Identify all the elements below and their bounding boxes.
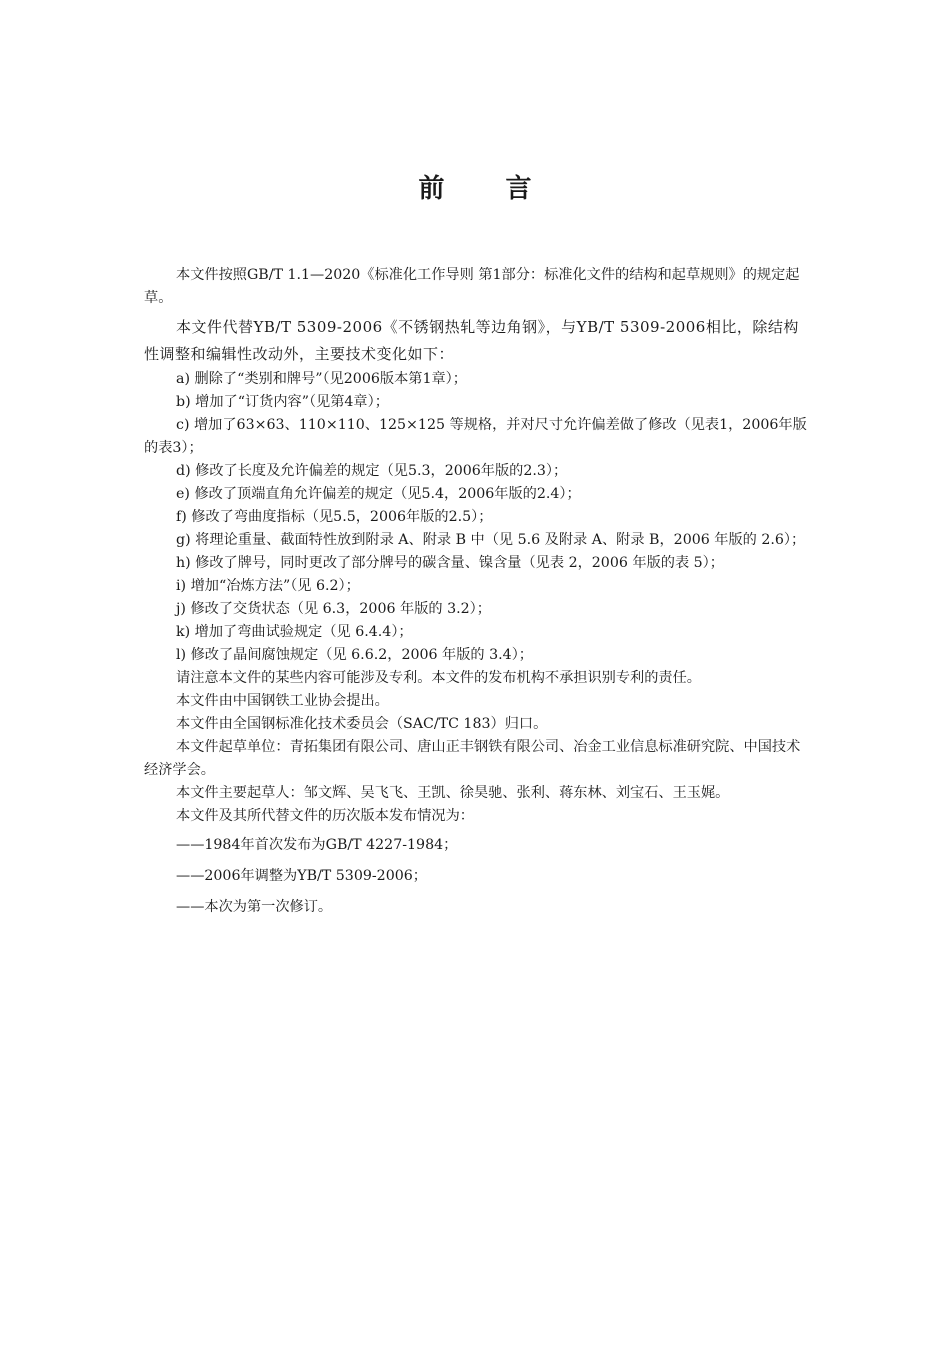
list-item: l) 修改了晶间腐蚀规定（见 6.6.2，2006 年版的 3.4）；: [176, 647, 533, 663]
foreword-body: [144, 264, 808, 921]
list-item: c) 增加了63×63、110×110、125×125 等规格，并对尺寸允许偏差做了修改（见表1，2006年版的表3）；: [144, 417, 807, 456]
paragraph-drafting-units: 本文件起草单位：青拓集团有限公司、唐山正丰钢铁有限公司、冶金工业信息标准研究院、中国技术经济学会。: [144, 739, 801, 778]
page-title: 前 言: [418, 174, 558, 204]
changes-list: [144, 368, 808, 667]
paragraph-drafters: 本文件主要起草人：邹文辉、吴飞飞、王凯、徐昊驰、张利、蒋东林、刘宝石、王玉娓。: [176, 785, 730, 801]
history-list: [144, 832, 808, 921]
list-item: k) 增加了弯曲试验规定（见 6.4.4）；: [176, 624, 413, 640]
list-item: a) 删除了“类别和牌号”（见2006版本第1章）；: [176, 371, 467, 387]
list-item: b) 增加了“订货内容”（见第4章）；: [176, 394, 389, 410]
history-item: ——本次为第一次修订。: [176, 899, 333, 915]
list-item: g) 将理论重量、截面特性放到附录 A、附录 B 中（见 5.6 及附录 A、附录 B，2006 年版的 2.6）；: [176, 532, 806, 548]
list-item: i) 增加“冶炼方法”（见 6.2）；: [176, 578, 360, 594]
paragraph-history-intro: 本文件及其所代替文件的历次版本发布情况为：: [176, 808, 474, 824]
history-item: ——1984年首次发布为GB/T 4227-1984；: [176, 837, 458, 853]
list-item: d) 修改了长度及允许偏差的规定（见5.3，2006年版的2.3）；: [176, 463, 568, 479]
list-item: f) 修改了弯曲度指标（见5.5，2006年版的2.5）；: [176, 509, 493, 525]
paragraph-replacement: 本文件代替YB/T 5309-2006《不锈钢热轧等边角钢》，与YB/T 5309-2006相比，除结构性调整和编辑性改动外，主要技术变化如下：: [144, 318, 799, 363]
paragraph-committee: 本文件由全国钢标准化技术委员会（SAC/TC 183）归口。: [176, 716, 548, 732]
paragraph-proposer: 本文件由中国钢铁工业协会提出。: [176, 693, 389, 709]
list-item: e) 修改了顶端直角允许偏差的规定（见5.4，2006年版的2.4）；: [176, 486, 581, 502]
paragraph-structure-rule: 本文件按照GB/T 1.1—2020《标准化工作导则 第1部分：标准化文件的结构和起草规则》的规定起草。: [144, 267, 800, 306]
list-item: j) 修改了交货状态（见 6.3，2006 年版的 3.2）；: [176, 601, 491, 617]
paragraph-patent: 请注意本文件的某些内容可能涉及专利。本文件的发布机构不承担识别专利的责任。: [176, 670, 701, 686]
list-item: h) 修改了牌号，同时更改了部分牌号的碳含量、镍含量（见表 2，2006 年版的表 5）；: [176, 555, 724, 571]
history-item: ——2006年调整为YB/T 5309-2006；: [176, 868, 427, 884]
